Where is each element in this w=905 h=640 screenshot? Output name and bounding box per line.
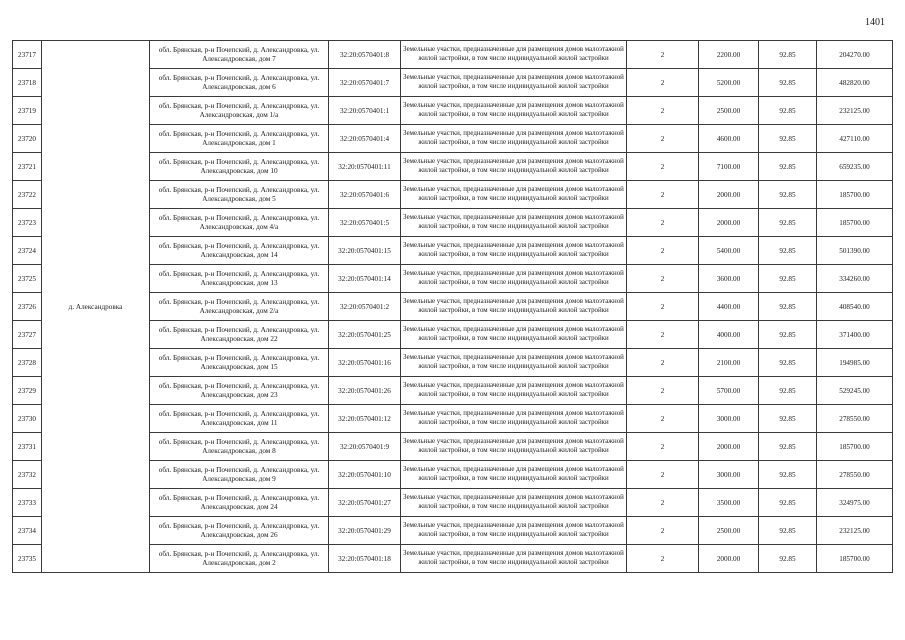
area-cell: 3600.00: [699, 265, 759, 293]
category-cell: 2: [627, 545, 699, 573]
page-number: 1401: [865, 17, 885, 28]
cadastral-value: 529245.00: [817, 377, 893, 405]
address-cell: обл. Брянская, р-н Почепский, д. Александровка, ул. Александровская, дом 23: [150, 377, 329, 405]
address-cell: обл. Брянская, р-н Почепский, д. Александровка, ул. Александровская, дом 1: [150, 125, 329, 153]
address-cell: обл. Брянская, р-н Почепский, д. Александровка, ул. Александровская, дом 10: [150, 153, 329, 181]
record-number: 23720: [13, 125, 42, 153]
record-number: 23735: [13, 545, 42, 573]
category-cell: 2: [627, 69, 699, 97]
area-cell: 2000.00: [699, 181, 759, 209]
cadastral-number: 32:20:0570401:26: [329, 377, 401, 405]
address-cell: обл. Брянская, р-н Почепский, д. Александровка, ул. Александровская, дом 13: [150, 265, 329, 293]
cadastral-number: 32:20:0570401:11: [329, 153, 401, 181]
land-use-cell: Земельные участки, предназначенные для размещения домов малоэтажной жилой застройки, в том числе индивидуальной жилой застройки: [401, 517, 627, 545]
cadastral-number: 32:20:0570401:6: [329, 181, 401, 209]
cadastral-value: 427110.00: [817, 125, 893, 153]
area-cell: 5700.00: [699, 377, 759, 405]
land-use-cell: Земельные участки, предназначенные для размещения домов малоэтажной жилой застройки, в том числе индивидуальной жилой застройки: [401, 181, 627, 209]
category-cell: 2: [627, 405, 699, 433]
land-use-cell: Земельные участки, предназначенные для размещения домов малоэтажной жилой застройки, в том числе индивидуальной жилой застройки: [401, 293, 627, 321]
category-cell: 2: [627, 321, 699, 349]
category-cell: 2: [627, 377, 699, 405]
cadastral-value: 278550.00: [817, 461, 893, 489]
cadastral-number: 32:20:0570401:12: [329, 405, 401, 433]
category-cell: 2: [627, 433, 699, 461]
category-cell: 2: [627, 237, 699, 265]
record-number: 23726: [13, 293, 42, 321]
cadastral-value: 185700.00: [817, 545, 893, 573]
cadastral-value: 185700.00: [817, 209, 893, 237]
cadastral-value: 501390.00: [817, 237, 893, 265]
rate-cell: 92.85: [759, 181, 817, 209]
rate-cell: 92.85: [759, 545, 817, 573]
category-cell: 2: [627, 41, 699, 69]
record-number: 23733: [13, 489, 42, 517]
cadastral-number: 32:20:0570401:10: [329, 461, 401, 489]
address-cell: обл. Брянская, р-н Почепский, д. Александровка, ул. Александровская, дом 2/а: [150, 293, 329, 321]
cadastral-number: 32:20:0570401:7: [329, 69, 401, 97]
cadastral-value: 278550.00: [817, 405, 893, 433]
rate-cell: 92.85: [759, 489, 817, 517]
address-cell: обл. Брянская, р-н Почепский, д. Александровка, ул. Александровская, дом 1/а: [150, 97, 329, 125]
locality-cell: д. Александровка: [42, 41, 150, 573]
register-body: [13, 41, 893, 573]
address-cell: обл. Брянская, р-н Почепский, д. Александровка, ул. Александровская, дом 26: [150, 517, 329, 545]
area-cell: 2200.00: [699, 41, 759, 69]
rate-cell: 92.85: [759, 265, 817, 293]
category-cell: 2: [627, 265, 699, 293]
rate-cell: 92.85: [759, 293, 817, 321]
land-use-cell: Земельные участки, предназначенные для размещения домов малоэтажной жилой застройки, в том числе индивидуальной жилой застройки: [401, 69, 627, 97]
land-use-cell: Земельные участки, предназначенные для размещения домов малоэтажной жилой застройки, в том числе индивидуальной жилой застройки: [401, 433, 627, 461]
cadastral-number: 32:20:0570401:16: [329, 349, 401, 377]
address-cell: обл. Брянская, р-н Почепский, д. Александровка, ул. Александровская, дом 2: [150, 545, 329, 573]
cadastral-number: 32:20:0570401:8: [329, 41, 401, 69]
record-number: 23732: [13, 461, 42, 489]
record-number: 23729: [13, 377, 42, 405]
rate-cell: 92.85: [759, 405, 817, 433]
land-use-cell: Земельные участки, предназначенные для размещения домов малоэтажной жилой застройки, в том числе индивидуальной жилой застройки: [401, 209, 627, 237]
category-cell: 2: [627, 153, 699, 181]
land-use-cell: Земельные участки, предназначенные для размещения домов малоэтажной жилой застройки, в том числе индивидуальной жилой застройки: [401, 349, 627, 377]
area-cell: 3000.00: [699, 405, 759, 433]
record-number: 23727: [13, 321, 42, 349]
rate-cell: 92.85: [759, 321, 817, 349]
rate-cell: 92.85: [759, 461, 817, 489]
address-cell: обл. Брянская, р-н Почепский, д. Александровка, ул. Александровская, дом 6: [150, 69, 329, 97]
cadastral-value: 482820.00: [817, 69, 893, 97]
land-use-cell: Земельные участки, предназначенные для размещения домов малоэтажной жилой застройки, в том числе индивидуальной жилой застройки: [401, 405, 627, 433]
record-number: 23725: [13, 265, 42, 293]
address-cell: обл. Брянская, р-н Почепский, д. Александровка, ул. Александровская, дом 9: [150, 461, 329, 489]
cadastral-number: 32:20:0570401:27: [329, 489, 401, 517]
area-cell: 7100.00: [699, 153, 759, 181]
rate-cell: 92.85: [759, 41, 817, 69]
area-cell: 2500.00: [699, 517, 759, 545]
rate-cell: 92.85: [759, 377, 817, 405]
address-cell: обл. Брянская, р-н Почепский, д. Александровка, ул. Александровская, дом 14: [150, 237, 329, 265]
cadastral-value: 204270.00: [817, 41, 893, 69]
area-cell: 2100.00: [699, 349, 759, 377]
area-cell: 4400.00: [699, 293, 759, 321]
rate-cell: 92.85: [759, 517, 817, 545]
record-number: 23719: [13, 97, 42, 125]
category-cell: 2: [627, 209, 699, 237]
cadastral-value: 334260.00: [817, 265, 893, 293]
cadastral-value: 232125.00: [817, 97, 893, 125]
rate-cell: 92.85: [759, 237, 817, 265]
cadastral-value: 185700.00: [817, 181, 893, 209]
cadastral-value: 324975.00: [817, 489, 893, 517]
table-row: [13, 41, 893, 69]
area-cell: 5400.00: [699, 237, 759, 265]
land-use-cell: Земельные участки, предназначенные для размещения домов малоэтажной жилой застройки, в том числе индивидуальной жилой застройки: [401, 377, 627, 405]
record-number: 23722: [13, 181, 42, 209]
cadastral-value: 194985.00: [817, 349, 893, 377]
cadastral-number: 32:20:0570401:14: [329, 265, 401, 293]
cadastral-number: 32:20:0570401:25: [329, 321, 401, 349]
land-use-cell: Земельные участки, предназначенные для размещения домов малоэтажной жилой застройки, в том числе индивидуальной жилой застройки: [401, 321, 627, 349]
address-cell: обл. Брянская, р-н Почепский, д. Александровка, ул. Александровская, дом 15: [150, 349, 329, 377]
cadastral-value: 371400.00: [817, 321, 893, 349]
land-use-cell: Земельные участки, предназначенные для размещения домов малоэтажной жилой застройки, в том числе индивидуальной жилой застройки: [401, 545, 627, 573]
record-number: 23721: [13, 153, 42, 181]
cadastral-value: 185700.00: [817, 433, 893, 461]
record-number: 23728: [13, 349, 42, 377]
cadastral-value: 659235.00: [817, 153, 893, 181]
rate-cell: 92.85: [759, 349, 817, 377]
land-use-cell: Земельные участки, предназначенные для размещения домов малоэтажной жилой застройки, в том числе индивидуальной жилой застройки: [401, 97, 627, 125]
address-cell: обл. Брянская, р-н Почепский, д. Александровка, ул. Александровская, дом 11: [150, 405, 329, 433]
category-cell: 2: [627, 489, 699, 517]
land-use-cell: Земельные участки, предназначенные для размещения домов малоэтажной жилой застройки, в том числе индивидуальной жилой застройки: [401, 489, 627, 517]
area-cell: 4600.00: [699, 125, 759, 153]
address-cell: обл. Брянская, р-н Почепский, д. Александровка, ул. Александровская, дом 4/а: [150, 209, 329, 237]
cadastral-number: 32:20:0570401:4: [329, 125, 401, 153]
address-cell: обл. Брянская, р-н Почепский, д. Александровка, ул. Александровская, дом 22: [150, 321, 329, 349]
address-cell: обл. Брянская, р-н Почепский, д. Александровка, ул. Александровская, дом 7: [150, 41, 329, 69]
record-number: 23718: [13, 69, 42, 97]
record-number: 23730: [13, 405, 42, 433]
rate-cell: 92.85: [759, 209, 817, 237]
cadastral-number: 32:20:0570401:15: [329, 237, 401, 265]
land-use-cell: Земельные участки, предназначенные для размещения домов малоэтажной жилой застройки, в том числе индивидуальной жилой застройки: [401, 125, 627, 153]
rate-cell: 92.85: [759, 69, 817, 97]
rate-cell: 92.85: [759, 433, 817, 461]
rate-cell: 92.85: [759, 153, 817, 181]
rate-cell: 92.85: [759, 97, 817, 125]
cadastral-value: 232125.00: [817, 517, 893, 545]
address-cell: обл. Брянская, р-н Почепский, д. Александровка, ул. Александровская, дом 5: [150, 181, 329, 209]
land-use-cell: Земельные участки, предназначенные для размещения домов малоэтажной жилой застройки, в том числе индивидуальной жилой застройки: [401, 237, 627, 265]
category-cell: 2: [627, 349, 699, 377]
land-use-cell: Земельные участки, предназначенные для размещения домов малоэтажной жилой застройки, в том числе индивидуальной жилой застройки: [401, 41, 627, 69]
area-cell: 3000.00: [699, 461, 759, 489]
record-number: 23724: [13, 237, 42, 265]
category-cell: 2: [627, 517, 699, 545]
cadastral-number: 32:20:0570401:5: [329, 209, 401, 237]
area-cell: 5200.00: [699, 69, 759, 97]
cadastral-number: 32:20:0570401:1: [329, 97, 401, 125]
cadastral-number: 32:20:0570401:29: [329, 517, 401, 545]
land-use-cell: Земельные участки, предназначенные для размещения домов малоэтажной жилой застройки, в том числе индивидуальной жилой застройки: [401, 153, 627, 181]
cadastral-number: 32:20:0570401:2: [329, 293, 401, 321]
address-cell: обл. Брянская, р-н Почепский, д. Александровка, ул. Александровская, дом 8: [150, 433, 329, 461]
category-cell: 2: [627, 125, 699, 153]
record-number: 23723: [13, 209, 42, 237]
land-use-cell: Земельные участки, предназначенные для размещения домов малоэтажной жилой застройки, в том числе индивидуальной жилой застройки: [401, 461, 627, 489]
category-cell: 2: [627, 461, 699, 489]
cadastral-number: 32:20:0570401:9: [329, 433, 401, 461]
area-cell: 4000.00: [699, 321, 759, 349]
record-number: 23731: [13, 433, 42, 461]
category-cell: 2: [627, 293, 699, 321]
area-cell: 2000.00: [699, 545, 759, 573]
area-cell: 2500.00: [699, 97, 759, 125]
category-cell: 2: [627, 97, 699, 125]
record-number: 23717: [13, 41, 42, 69]
category-cell: 2: [627, 181, 699, 209]
cadastral-value: 408540.00: [817, 293, 893, 321]
area-cell: 2000.00: [699, 433, 759, 461]
rate-cell: 92.85: [759, 125, 817, 153]
cadastral-number: 32:20:0570401:18: [329, 545, 401, 573]
land-use-cell: Земельные участки, предназначенные для размещения домов малоэтажной жилой застройки, в том числе индивидуальной жилой застройки: [401, 265, 627, 293]
address-cell: обл. Брянская, р-н Почепский, д. Александровка, ул. Александровская, дом 24: [150, 489, 329, 517]
area-cell: 3500.00: [699, 489, 759, 517]
land-register-table: [12, 40, 893, 573]
record-number: 23734: [13, 517, 42, 545]
area-cell: 2000.00: [699, 209, 759, 237]
